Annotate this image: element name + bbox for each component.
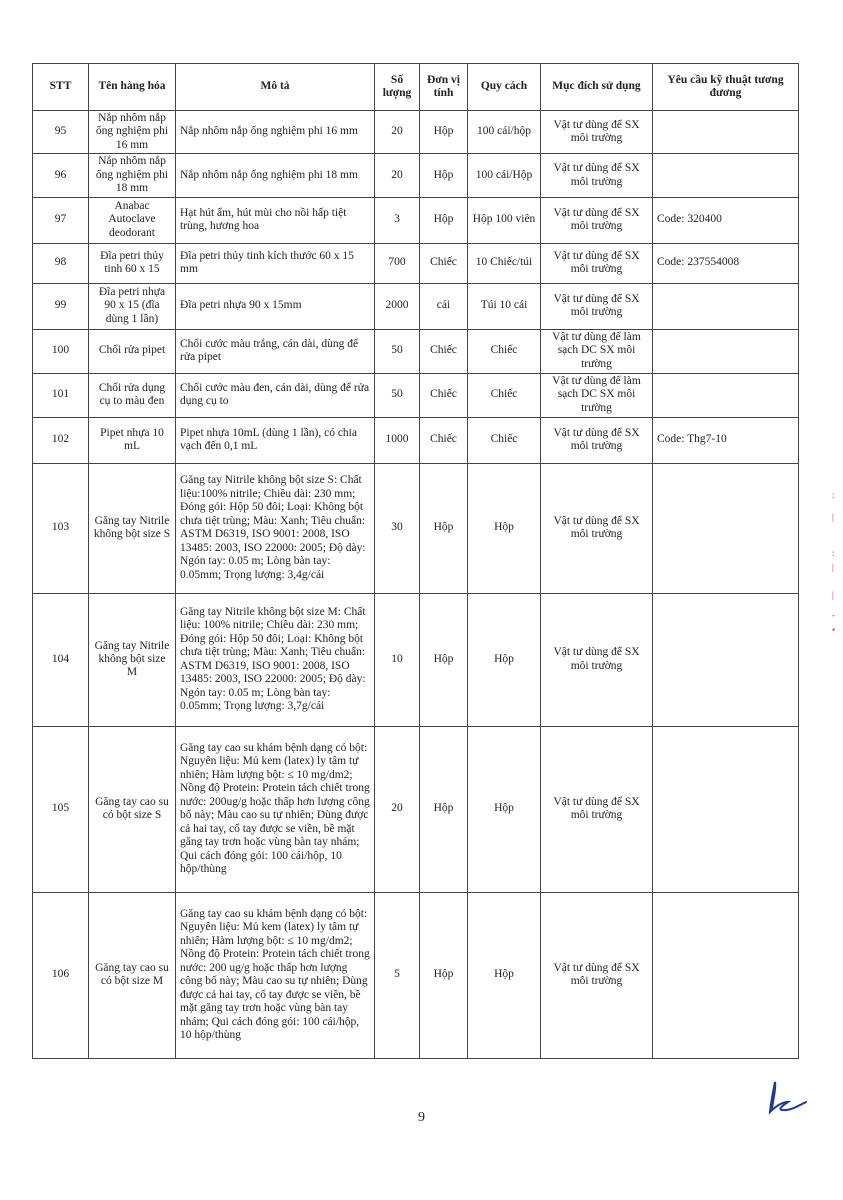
header-description: Mô tả — [176, 64, 375, 111]
cell-quantity: 30 — [375, 463, 420, 593]
cell-quantity: 50 — [375, 373, 420, 417]
cell-quantity: 20 — [375, 726, 420, 892]
table-row — [33, 726, 799, 892]
cell-description: Chổi cước màu đen, cán dài, dùng để rửa dụng cụ to — [176, 373, 375, 417]
table-row — [33, 417, 799, 463]
cell-unit: Hộp — [420, 892, 468, 1058]
cell-requirement — [653, 892, 799, 1058]
cell-name: Găng tay Nitrile không bột size M — [89, 593, 176, 726]
cell-purpose: Vật tư dùng để SX môi trường — [541, 417, 653, 463]
cell-quantity: 5 — [375, 892, 420, 1058]
cell-name: Găng tay cao su có bột size M — [89, 892, 176, 1058]
page-number: 9 — [418, 1110, 425, 1125]
cell-quantity: 700 — [375, 243, 420, 283]
cell-spec: Túi 10 cái — [468, 283, 541, 329]
cell-quantity: 20 — [375, 154, 420, 197]
cell-description: Chổi cước màu trắng, cán dài, dùng để rửa pipet — [176, 329, 375, 373]
cell-name: Găng tay Nitrile không bột size S — [89, 463, 176, 593]
cell-stt: 103 — [33, 463, 89, 593]
cell-stt: 96 — [33, 154, 89, 197]
table-row — [33, 111, 799, 154]
cell-requirement — [653, 373, 799, 417]
cell-spec: Chiếc — [468, 329, 541, 373]
cell-stt: 101 — [33, 373, 89, 417]
cell-stt: 102 — [33, 417, 89, 463]
cell-name: Chổi rửa pipet — [89, 329, 176, 373]
cell-quantity: 2000 — [375, 283, 420, 329]
cell-stt: 105 — [33, 726, 89, 892]
cell-unit: Hộp — [420, 197, 468, 243]
table-row — [33, 243, 799, 283]
table-row — [33, 154, 799, 197]
header-requirement: Yêu cầu kỹ thuật tương đương — [653, 64, 799, 111]
cell-purpose: Vật tư dùng để làm sạch DC SX môi trường — [541, 373, 653, 417]
cell-quantity: 20 — [375, 111, 420, 154]
table-row — [33, 892, 799, 1058]
cell-requirement — [653, 593, 799, 726]
cell-unit: cái — [420, 283, 468, 329]
cell-unit: Hộp — [420, 593, 468, 726]
table-row — [33, 197, 799, 243]
cell-purpose: Vật tư dùng để SX môi trường — [541, 726, 653, 892]
cell-stt: 97 — [33, 197, 89, 243]
cell-purpose: Vật tư dùng để SX môi trường — [541, 283, 653, 329]
cell-description: Găng tay Nitrile không bột size M: Chất liệu: 100% nitrile; Chiều dài: 230 mm; Đóng gói: Hộp 50 đôi; Loại: Không bột chưa tiệt trùng; Màu: Xanh; Tiêu chuẩn: ASTM D6319, ISO 9001: 2008, ISO 13485: 2003, ISO 22000: 2005; Độ dày: Ngón tay: 0.05 m; Lòng bàn tay: 0.05mm; Trọng lượng: 3,7g/cái — [176, 593, 375, 726]
cell-unit: Hộp — [420, 726, 468, 892]
cell-unit: Chiếc — [420, 243, 468, 283]
table-row — [33, 463, 799, 593]
cell-unit: Hộp — [420, 111, 468, 154]
header-row — [33, 64, 799, 111]
header-stt: STT — [33, 64, 89, 111]
cell-requirement: Code: Thg7-10 — [653, 417, 799, 463]
cell-requirement: Code: 237554008 — [653, 243, 799, 283]
margin-stamp-marks: : | : | | - • — [832, 490, 836, 635]
header-name: Tên hàng hóa — [89, 64, 176, 111]
cell-name: Đĩa petri nhựa 90 x 15 (đĩa dùng 1 lần) — [89, 283, 176, 329]
cell-description: Đĩa petri thủy tinh kích thước 60 x 15 mm — [176, 243, 375, 283]
cell-unit: Chiếc — [420, 373, 468, 417]
cell-quantity: 10 — [375, 593, 420, 726]
cell-stt: 104 — [33, 593, 89, 726]
cell-requirement — [653, 726, 799, 892]
cell-spec: Hộp — [468, 892, 541, 1058]
table-row — [33, 593, 799, 726]
cell-name: Pipet nhựa 10 mL — [89, 417, 176, 463]
cell-description: Pipet nhựa 10mL (dùng 1 lần), có chia vạch đến 0,1 mL — [176, 417, 375, 463]
cell-purpose: Vật tư dùng để SX môi trường — [541, 463, 653, 593]
cell-quantity: 3 — [375, 197, 420, 243]
cell-stt: 100 — [33, 329, 89, 373]
cell-purpose: Vật tư dùng để SX môi trường — [541, 154, 653, 197]
cell-stt: 106 — [33, 892, 89, 1058]
cell-spec: Hộp — [468, 593, 541, 726]
cell-requirement — [653, 329, 799, 373]
cell-stt: 95 — [33, 111, 89, 154]
cell-requirement — [653, 463, 799, 593]
table-row — [33, 283, 799, 329]
cell-description: Nắp nhôm nắp ống nghiệm phi 18 mm — [176, 154, 375, 197]
cell-name: Nắp nhôm nắp ống nghiệm phi 16 mm — [89, 111, 176, 154]
cell-purpose: Vật tư dùng để SX môi trường — [541, 892, 653, 1058]
cell-unit: Hộp — [420, 463, 468, 593]
cell-requirement — [653, 283, 799, 329]
cell-description: Găng tay cao su khám bệnh dạng có bột: Nguyên liệu: Mủ kem (latex) ly tâm tự nhiên; Hàm lượng bột: ≤ 10 mg/dm2; Nồng độ Protein: Protein tách chiết trong nước: 200 ug/g hoặc thấp hơn lượng công bố này; Màu cao su tự nhiên; Dùng được cả hai tay, cổ tay được se viền, bề mặt găng tay trơn hoặc vùng bàn tay nhám; Qui cách đóng gói: 100 cái/hộp, 10 hộp/thùng — [176, 892, 375, 1058]
cell-stt: 99 — [33, 283, 89, 329]
cell-quantity: 50 — [375, 329, 420, 373]
cell-description: Găng tay cao su khám bệnh dạng có bột: Nguyên liệu: Mủ kem (latex) ly tâm tự nhiên; Hàm lượng bột: ≤ 10 mg/dm2; Nồng độ Protein: Protein tách chiết trong nước: 200ug/g hoặc thấp hơn lượng công bố này; Màu cao su tự nhiên; Dùng được cả hai tay, cổ tay được se viền, bề mặt găng tay trơn hoặc vùng bàn tay nhám; Qui cách đóng gói: 100 cái/hộp, 10 hộp/thùng — [176, 726, 375, 892]
cell-spec: 100 cái/hộp — [468, 111, 541, 154]
cell-description: Hạt hút ẩm, hút mùi cho nồi hấp tiệt trùng, hương hoa — [176, 197, 375, 243]
cell-name: Đĩa petri thủy tinh 60 x 15 — [89, 243, 176, 283]
cell-name: Anabac Autoclave deodorant — [89, 197, 176, 243]
cell-spec: Chiếc — [468, 373, 541, 417]
cell-requirement — [653, 154, 799, 197]
cell-unit: Hộp — [420, 154, 468, 197]
cell-description: Găng tay Nitrile không bột size S: Chất liệu:100% nitrile; Chiều dài: 230 mm; Đóng gói: Hộp 50 đôi; Loại: Không bột chưa tiệt trùng; Màu: Xanh; Tiêu chuẩn: ASTM D6319, ISO 9001: 2008, ISO 13485: 2003, ISO 22000: 2005; Độ dày: Ngón tay: 0.05 m; Lòng bàn tay: 0.05mm; Trọng lượng: 3,4g/cái — [176, 463, 375, 593]
cell-stt: 98 — [33, 243, 89, 283]
cell-requirement: Code: 320400 — [653, 197, 799, 243]
cell-purpose: Vật tư dùng để SX môi trường — [541, 593, 653, 726]
cell-spec: Chiếc — [468, 417, 541, 463]
cell-purpose: Vật tư dùng để SX môi trường — [541, 111, 653, 154]
cell-description: Đĩa petri nhựa 90 x 15mm — [176, 283, 375, 329]
cell-spec: Hộp 100 viên — [468, 197, 541, 243]
cell-spec: Hộp — [468, 463, 541, 593]
header-quantity: Số lượng — [375, 64, 420, 111]
cell-spec: 100 cái/Hộp — [468, 154, 541, 197]
cell-unit: Chiếc — [420, 417, 468, 463]
header-unit: Đơn vị tính — [420, 64, 468, 111]
cell-name: Nắp nhôm nắp ống nghiệm phi 18 mm — [89, 154, 176, 197]
cell-quantity: 1000 — [375, 417, 420, 463]
header-purpose: Mục đích sử dụng — [541, 64, 653, 111]
signature-mark — [760, 1078, 810, 1118]
cell-spec: 10 Chiếc/túi — [468, 243, 541, 283]
cell-name: Chổi rửa dụng cụ to màu đen — [89, 373, 176, 417]
supplies-table — [32, 63, 799, 1059]
cell-spec: Hộp — [468, 726, 541, 892]
header-spec: Quy cách — [468, 64, 541, 111]
table-row — [33, 373, 799, 417]
cell-name: Găng tay cao su có bột size S — [89, 726, 176, 892]
cell-purpose: Vật tư dùng để SX môi trường — [541, 243, 653, 283]
table-row — [33, 329, 799, 373]
cell-requirement — [653, 111, 799, 154]
cell-unit: Chiếc — [420, 329, 468, 373]
cell-description: Nắp nhôm nắp ống nghiệm phi 16 mm — [176, 111, 375, 154]
cell-purpose: Vật tư dùng để SX môi trường — [541, 197, 653, 243]
cell-purpose: Vật tư dùng để làm sạch DC SX môi trường — [541, 329, 653, 373]
